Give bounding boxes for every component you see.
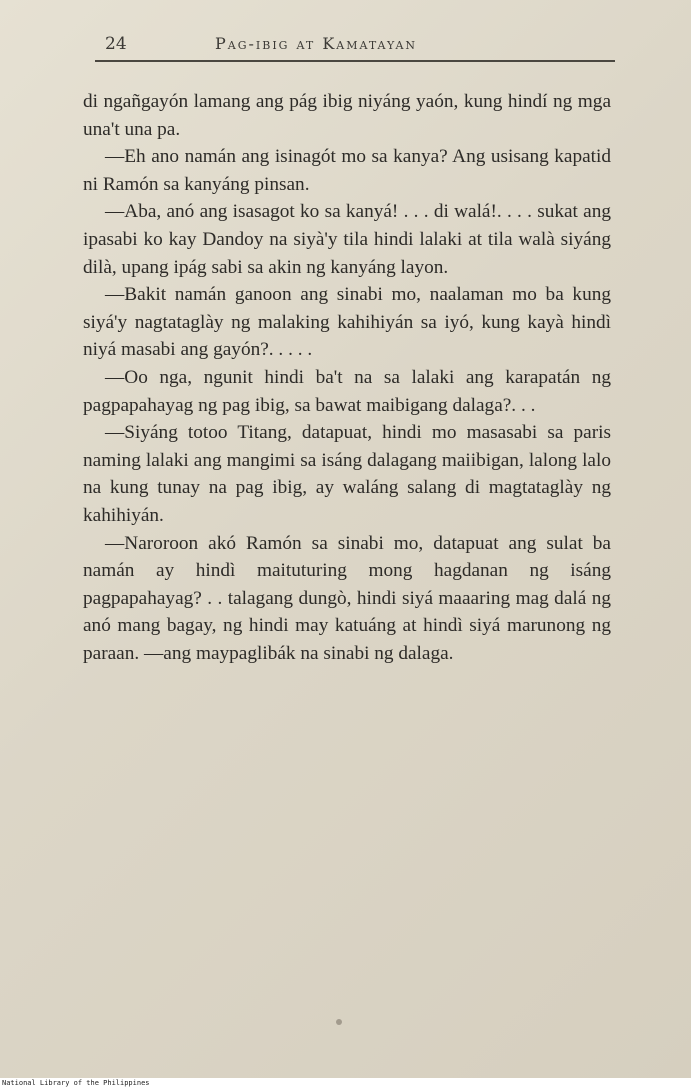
paragraph-5: —Oo nga, ngunit hindi ba't na sa lalaki ang karapatán ng pagpapahayag ng pag ibig, sa bawat maibigang dalaga?. . . [83,366,611,416]
header-rule [95,60,615,62]
page-ornament-dot [336,1019,342,1025]
body-text [83,88,611,667]
paragraph-4: —Bakit namán ganoon ang sinabi mo, naalaman mo ba kung siyá'y nagtataglày ng malaking kahihiyán sa iyó, kung kayà hindì niyá masabi ang gayón?. . . . . [83,284,611,361]
running-title: Pag-ibig at Kamatayan [215,34,418,53]
paragraph-1: di ngañgayón lamang ang pág ibig niyáng yaón, kung hindí ng mga una't una pa. [83,91,611,140]
paragraph-2: —Eh ano namán ang isinagót mo sa kanya? Ang usisang kapatid ni Ramón sa kanyáng pinsan. [83,146,611,195]
paragraph-3: —Aba, anó ang isasagot ko sa kanyá! . . . di walá!. . . . sukat ang ipasabi ko kay Dandoy na siyà'y tila hindi lalaki at tila walà siyáng dilà, upang ipág sabi sa akin ng kanyáng layon. [83,201,611,278]
footer-caption: National Library of the Philippines [2,1079,150,1087]
paragraph-7: —Naroroon akó Ramón sa sinabi mo, datapuat ang sulat ba namán ay hindì maituturing mong hagdanan ng isáng pagpapahayag? . . talagang dungò, hindi siyá maaaring mag dalá ng anó mang bagay, ng hindi may katuáng at hindì siyá marunong ng paraan. —ang maypaglibák na sinabi ng dalaga. [83,532,611,664]
page-number: 24 [105,34,127,54]
page-header [95,30,615,64]
paragraph-6: —Siyáng totoo Titang, datapuat, hindi mo masasabi sa paris naming lalaki ang mangimi sa isáng dalagang maiibigan, lalong lalo na kung tunay na pag ibig, ay waláng salang di magtataglày ng kahihiyán. [83,422,611,526]
